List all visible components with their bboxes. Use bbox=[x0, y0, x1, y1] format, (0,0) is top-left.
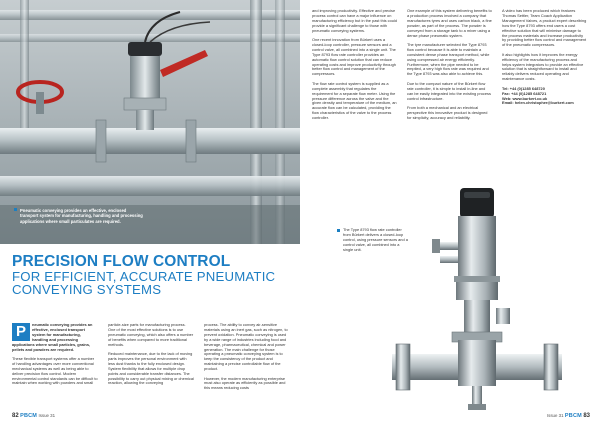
headline-sub: FOR EFFICIENT, ACCURATE PNEUMATIC CONVEYING SYSTEMS bbox=[12, 269, 276, 297]
right-column-3 bbox=[502, 9, 587, 111]
article-paragraph: However, the modern manufacturing enterprise must also operate as efficiently as possible and this means reducing costs bbox=[204, 375, 286, 391]
article-paragraph: These flexible transport systems offer a number of handling advantages over more conventional mechanical systems as well as being able to deliver precision flow control. Modern environmental control standards can be difficult to maintain when working with powders and small bbox=[12, 355, 98, 386]
article-paragraph: Due to the compact nature of the Bürkert flow rate controller, it is simple to install in-line and can be easily integrated into the existing process control infrastructure. bbox=[407, 80, 491, 101]
article-headline bbox=[12, 254, 292, 296]
article-paragraph: Reduced maintenance, due to the lack of moving parts improves the personal environment with less dust thanks to the fully enclosed design. System flexibility that allows for multiple drop points and considerable transfer distances. The possibility to carry out physical mixing or chemical reaction, allowing the conveying bbox=[108, 351, 194, 386]
right-column-2 bbox=[407, 9, 492, 125]
left-column-1 bbox=[12, 323, 98, 391]
product-caption-text: The Type 8793 flow rate controller from Bürkert delivers a closed-loop control, using pressure sensors and a control valve, all combined into a single unit. bbox=[343, 227, 408, 252]
magazine-brand: PBCM bbox=[564, 413, 582, 419]
article-paragraph: particle-size parts for manufacturing process. One of the most effective solutions is to use pneumatic conveying, which also offers a number of benefits when compared to more traditional methods. bbox=[108, 322, 194, 347]
article-paragraph: The tyre manufacturer selected the Type 8793 flow control because it is able to maintain a consistent dense phase transport method, while using compressed air energy efficiently. Furthermore, when the pipe needed to be emptied, a very high flow rate was required and the Type 8793 was also able to achieve this. bbox=[407, 41, 490, 77]
magazine-brand: PBCM bbox=[20, 413, 38, 419]
article-paragraph: It also highlights how it improves the energy efficiency of the manufacturing process and helps system integrators to provide an effective solution that is straightforward to install and reliably delivers reduced operating and maintenance costs. bbox=[502, 51, 584, 82]
page-number: 83 bbox=[583, 413, 590, 419]
article-paragraph: From both a mechanical and an electrical perspective this innovative product is designed for simplicity, accuracy and reliability. bbox=[407, 104, 488, 120]
article-paragraph: process. The ability to convey air-sensitive materials using an inert gas, such as nitrogen, to prevent oxidation. Pneumatic conveying is used by a wide range of industries including food and beverage, pharmaceutical, chemical and power generation. The main challenge for those operating a pneumatic conveying system is to keep the consistency of the product and maintaining a precise controllable flow of the product. bbox=[204, 322, 288, 372]
industrial-pipe-photo bbox=[0, 0, 300, 244]
dropcap: P bbox=[12, 323, 30, 341]
footer-right bbox=[547, 413, 590, 419]
photo-caption-text: Pneumatic conveying provides an effective, enclosed transport system for manufacturing, handling and processing applications where small particulates are required. bbox=[20, 208, 143, 224]
page-number: 82 bbox=[12, 413, 19, 419]
caption-marker-icon bbox=[337, 229, 340, 232]
article-paragraph: One recent innovation from Bürkert uses a closed-loop controller, pressure sensors and a control valve, all combined into a single unit. The Type 8793 flow rate controller provides an automatic flow control solution that can reduce operating costs and improve productivity through better flow control and management of the compressors. bbox=[312, 37, 396, 77]
article-paragraph: and improving productivity. Effective and precise process control can have a major influence on manufacturing efficiency but in the past this could provide a significant challenge to those with pneumatic conveying systems. bbox=[312, 8, 397, 33]
flow-controller-product-image bbox=[392, 188, 562, 414]
issue-number: Issue 31 bbox=[546, 413, 564, 418]
article-paragraph: The flow rate control system is supplied as a complete assembly that regulates the requirement for a separate flow meter. Using the pressure difference across the valve and the given density and temperature of the medium, an accurate flow can be calculated, providing the flow characteristics of the valve to the process controller. bbox=[312, 80, 397, 121]
issue-number: Issue 31 bbox=[38, 413, 56, 418]
article-paragraph bbox=[12, 323, 98, 352]
article-paragraph: One example of this system delivering benefits to a production process involved a company that manufactures tyres and uses carbon black, a fine powder, as part of the process. The powder is conveyed from a storage tank to a mixer using a dense phase pneumatic system. bbox=[407, 8, 492, 38]
caption-marker-icon bbox=[14, 208, 17, 211]
footer-left bbox=[12, 413, 55, 419]
flow-controller-illustration bbox=[392, 188, 562, 414]
left-column-2 bbox=[108, 323, 194, 391]
photo-caption bbox=[14, 208, 144, 224]
left-page-columns bbox=[12, 323, 294, 415]
headline-main: PRECISION FLOW CONTROL bbox=[12, 253, 231, 270]
paragraph-text: neumatic conveying provides an effective, enclosed transport system for manufacturing, handling and processing applications where small particles, grains, pellets and powders are required. bbox=[12, 322, 93, 352]
left-column-3 bbox=[204, 323, 290, 396]
contact-details: Tel: +44 (0)1285 648720 Fax: +44 (0)1285 648721 Web: www.burkert.co.uk Email: helen.christopher@burkert.com bbox=[502, 85, 574, 106]
article-paragraph: A video has been produced which features Thomas Settler, Team Coach Application Management Valves, a product expert describing how the Type 8793 offers end users a cost effective solution that will minimise damage to the process materials and increase productivity by providing better flow control and management of the pneumatic compressors. bbox=[502, 8, 587, 48]
right-column-1 bbox=[312, 9, 397, 126]
